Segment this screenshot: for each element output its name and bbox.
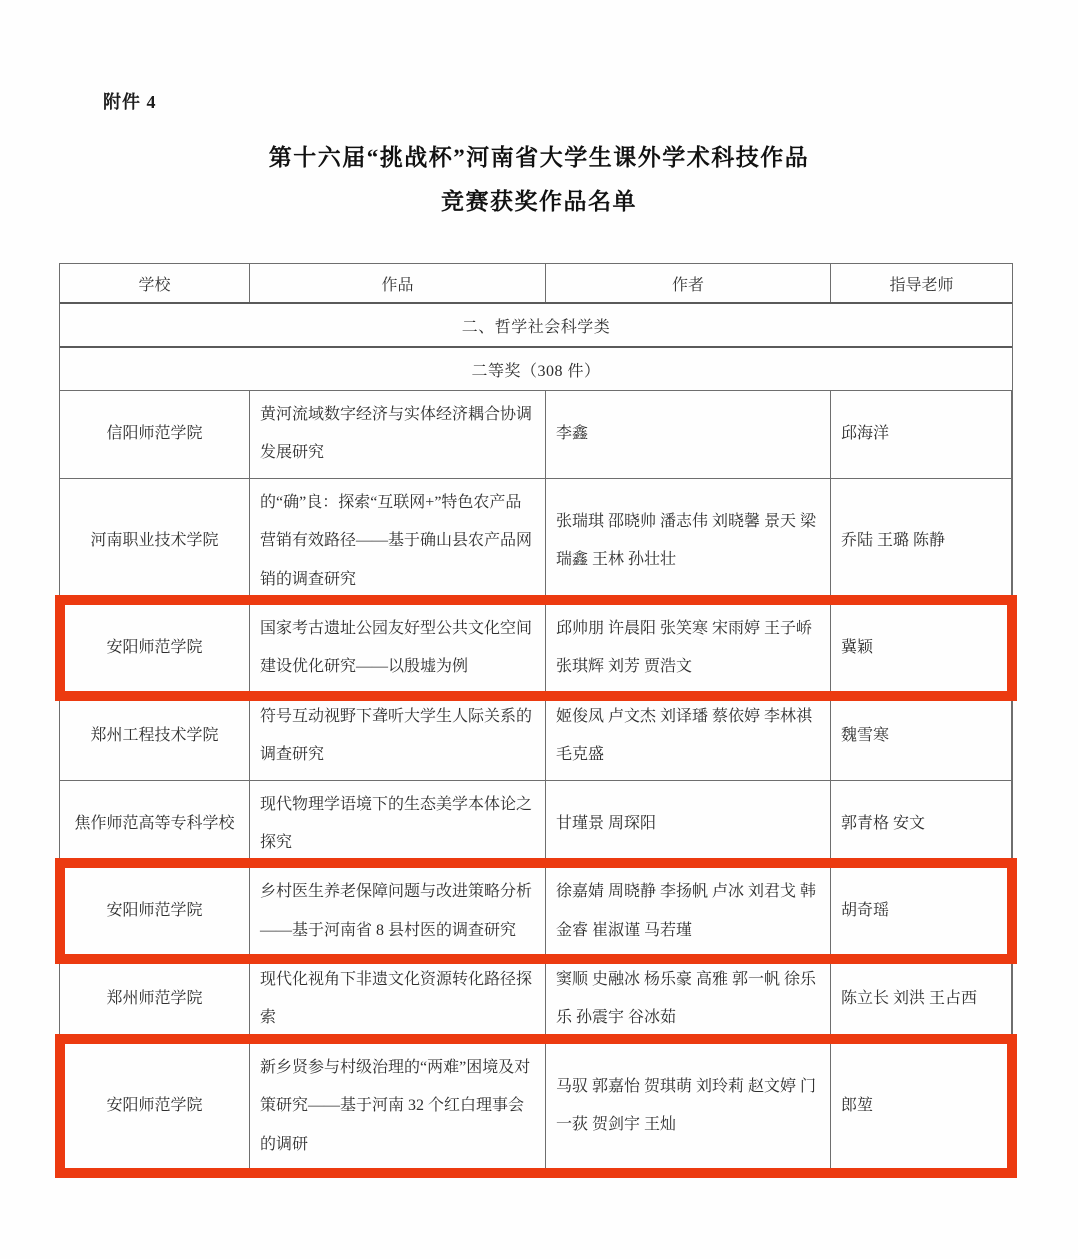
- advisors-cell: 郭青格 安文: [831, 780, 1012, 868]
- table-header-row: [60, 264, 1012, 302]
- school-cell: 河南职业技术学院: [60, 478, 250, 604]
- advisors-cell: 魏雪寒: [831, 692, 1012, 780]
- table-row: [60, 692, 1012, 780]
- table-row: [60, 1043, 1012, 1169]
- authors-cell: 窦顺 史融冰 杨乐豪 高雅 郭一帆 徐乐乐 孙震宇 谷冰茹: [546, 955, 831, 1043]
- school-cell: 安阳师范学院: [60, 1043, 250, 1169]
- header-advisors: 指导老师: [889, 276, 954, 294]
- school-cell: 信阳师范学院: [60, 390, 250, 478]
- work-cell: 符号互动视野下聋听大学生人际关系的调查研究: [250, 692, 546, 780]
- work-cell: 现代物理学语境下的生态美学本体论之探究: [250, 780, 546, 868]
- award-level-row: [60, 346, 1012, 390]
- table-row: [60, 478, 1012, 604]
- authors-cell: 张瑞琪 邵晓帅 潘志伟 刘晓馨 景天 梁瑞鑫 王林 孙壮壮: [546, 478, 831, 604]
- work-cell: 现代化视角下非遗文化资源转化路径探索: [250, 955, 546, 1043]
- authors-cell: 甘瑾景 周琛阳: [546, 780, 831, 868]
- document-title: [0, 136, 1078, 224]
- section-category-row: [60, 302, 1012, 346]
- table-body: [60, 390, 1012, 1169]
- school-cell: 郑州师范学院: [60, 955, 250, 1043]
- advisors-cell: 胡奇瑶: [831, 867, 1012, 955]
- school-cell: 安阳师范学院: [60, 867, 250, 955]
- section-category-label: 二、哲学社会科学类: [60, 302, 1012, 346]
- table-row: [60, 780, 1012, 868]
- header-work: 作品: [250, 264, 546, 302]
- work-cell: 新乡贤参与村级治理的“两难”困境及对策研究——基于河南 32 个红白理事会的调研: [250, 1043, 546, 1169]
- school-cell: 焦作师范高等专科学校: [60, 780, 250, 868]
- work-cell: 国家考古遗址公园友好型公共文化空间建设优化研究——以殷墟为例: [250, 604, 546, 692]
- authors-cell: 姬俊凤 卢文杰 刘译璠 蔡依婷 李林祺 毛克盛: [546, 692, 831, 780]
- table-row: [60, 867, 1012, 955]
- table-row: [60, 604, 1012, 692]
- header-authors: 作者: [546, 264, 831, 302]
- authors-cell: 徐嘉婧 周晓静 李扬帆 卢冰 刘君戈 韩金睿 崔淑谨 马若瑾: [546, 867, 831, 955]
- advisors-cell: 郎堃: [831, 1043, 1012, 1169]
- school-cell: 安阳师范学院: [60, 604, 250, 692]
- header-school: 学校: [60, 264, 250, 302]
- advisors-cell: 冀颖: [831, 604, 1012, 692]
- advisors-cell: 乔陆 王璐 陈静: [831, 478, 1012, 604]
- award-level-label: 二等奖（308 件）: [60, 346, 1012, 390]
- table-row: [60, 955, 1012, 1043]
- authors-cell: 李鑫: [546, 390, 831, 478]
- school-cell: 郑州工程技术学院: [60, 692, 250, 780]
- work-cell: 黄河流域数字经济与实体经济耦合协调发展研究: [250, 390, 546, 478]
- title-line-1: 第十六届“挑战杯”河南省大学生课外学术科技作品: [268, 145, 810, 170]
- authors-cell: 邱帅朋 许晨阳 张笑寒 宋雨婷 王子峤 张琪辉 刘芳 贾浩文: [546, 604, 831, 692]
- advisors-cell: 陈立长 刘洪 王占西: [831, 955, 1012, 1043]
- advisors-cell: 邱海洋: [831, 390, 1012, 478]
- work-cell: 乡村医生养老保障问题与改进策略分析——基于河南省 8 县村医的调查研究: [250, 867, 546, 955]
- title-line-2: 竞赛获奖作品名单: [441, 189, 637, 214]
- table-row: [60, 390, 1012, 478]
- work-cell: 的“确”良：探索“互联网+”特色农产品营销有效路径——基于确山县农产品网销的调查研究: [250, 478, 546, 604]
- awards-table: [59, 263, 1013, 1170]
- authors-cell: 马驭 郭嘉怡 贺琪萌 刘玲莉 赵文婷 门一荻 贺剑宇 王灿: [546, 1043, 831, 1169]
- attachment-label: 附件 4: [103, 92, 157, 112]
